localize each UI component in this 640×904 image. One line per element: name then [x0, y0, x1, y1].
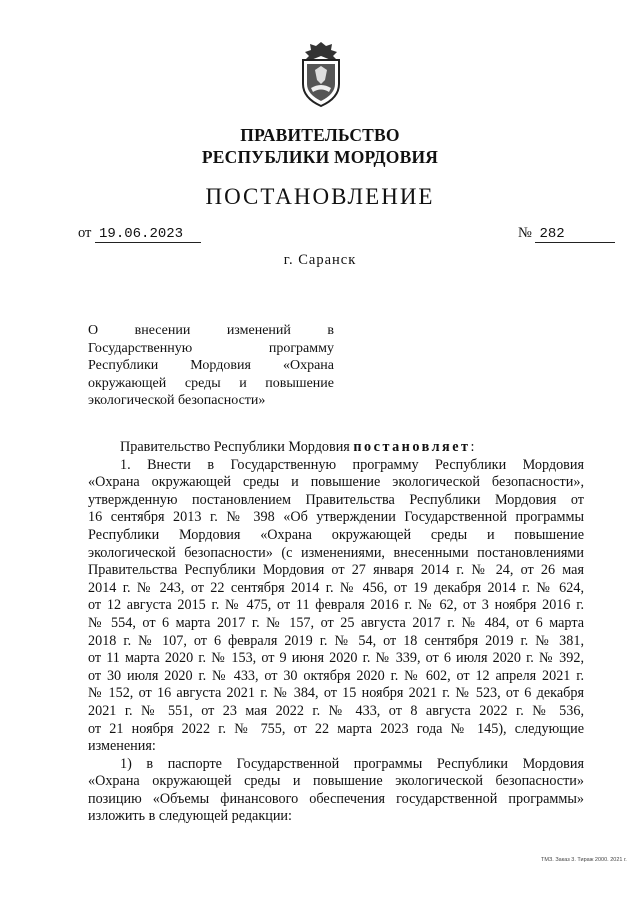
subject-line: О внесении изменений в [88, 323, 334, 338]
body-line: 1. Внести в Государственную программу Республики Мордовия [120, 456, 584, 473]
body-line: № 152, от 16 августа 2021 г. № 384, от 15 ноября 2021 г. № 523, от 6 декабря [88, 685, 584, 702]
subject-line: экологической безопасности» [88, 393, 266, 409]
body-line: 16 сентября 2013 г. № 398 «Об утверждении Государственной программы [88, 509, 584, 526]
coat-of-arms-icon [297, 40, 345, 108]
body-line: утвержденную постановлением Правительства Республики Мордовия от [88, 491, 584, 508]
body-line: «Охрана окружающей среды и повышение экологической безопасности», [88, 474, 584, 491]
body-line: № 554, от 6 марта 2017 г. № 157, от 25 августа 2017 г. № 484, от 6 марта [88, 614, 584, 631]
intro-prefix: Правительство Республики Мордовия [120, 439, 350, 455]
intro-line [88, 439, 584, 457]
republic-title: РЕСПУБЛИКИ МОРДОВИЯ [201, 147, 439, 167]
body-line: «Охрана окружающей среды и повышение экологической безопасности» [88, 773, 584, 790]
body-line: изложить в следующей редакции: [88, 808, 292, 825]
body-line: 2014 г. № 243, от 22 сентября 2014 г. № 456, от 19 декабря 2014 г. № 624, [88, 579, 584, 596]
body-line: от 21 ноября 2022 г. № 755, от 22 марта 2023 года № 145), следующие [88, 720, 584, 737]
date-prefix: от [78, 225, 92, 241]
body-line: Правительства Республики Мордовия от 27 января 2014 г. № 24, от 26 мая [88, 562, 584, 579]
number-value: 282 [535, 226, 615, 243]
body-line: 2021 г. № 551, от 23 мая 2022 г. № 433, от 8 августа 2022 г. № 536, [88, 702, 584, 719]
subject-block [88, 322, 334, 410]
subject-line: Государственную программу [88, 340, 334, 356]
body-line: 1) в паспорте Государственной программы Республики Мордовия [120, 755, 584, 772]
body-line: позицию «Объемы финансового обеспечения государственной программы» [88, 790, 584, 807]
city: г. Саранск [283, 252, 357, 268]
body-line: от 11 марта 2020 г. № 153, от 9 июня 2020 г. № 339, от 6 июля 2020 г. № 392, [88, 650, 584, 667]
document-type: ПОСТАНОВЛЕНИЕ [205, 184, 435, 209]
number-prefix: № [518, 225, 532, 241]
body-line: 2018 г. № 107, от 6 февраля 2019 г. № 54, от 18 сентября 2019 г. № 381, [88, 632, 584, 649]
date-field [78, 225, 201, 243]
subject-line: Республики Мордовия «Охрана [88, 358, 334, 374]
date-value: 19.06.2023 [95, 226, 201, 243]
intro-verb: постановляет [353, 439, 471, 455]
number-field [518, 225, 615, 243]
subject-line: окружающей среды и повышение [88, 375, 334, 391]
body-line: от 12 августа 2015 г. № 475, от 11 февраля 2016 г. № 62, от 3 ноября 2016 г. [88, 597, 584, 614]
body-line: от 30 июля 2020 г. № 433, от 30 октября 2020 г. № 602, от 12 апреля 2021 г. [88, 667, 584, 684]
body-line: изменения: [88, 738, 156, 755]
print-mark: ТМЗ. Заказ 3. Тираж 2000. 2021 г. [541, 857, 627, 863]
body-line: экологической безопасности» (с изменениями, внесенными постановлениями [88, 544, 584, 561]
body-line: Республики Мордовия «Охрана окружающей среды и повышение [88, 526, 584, 543]
decree-body [88, 439, 584, 826]
intro-suffix: : [470, 439, 475, 455]
government-title: ПРАВИТЕЛЬСТВО [240, 125, 400, 145]
